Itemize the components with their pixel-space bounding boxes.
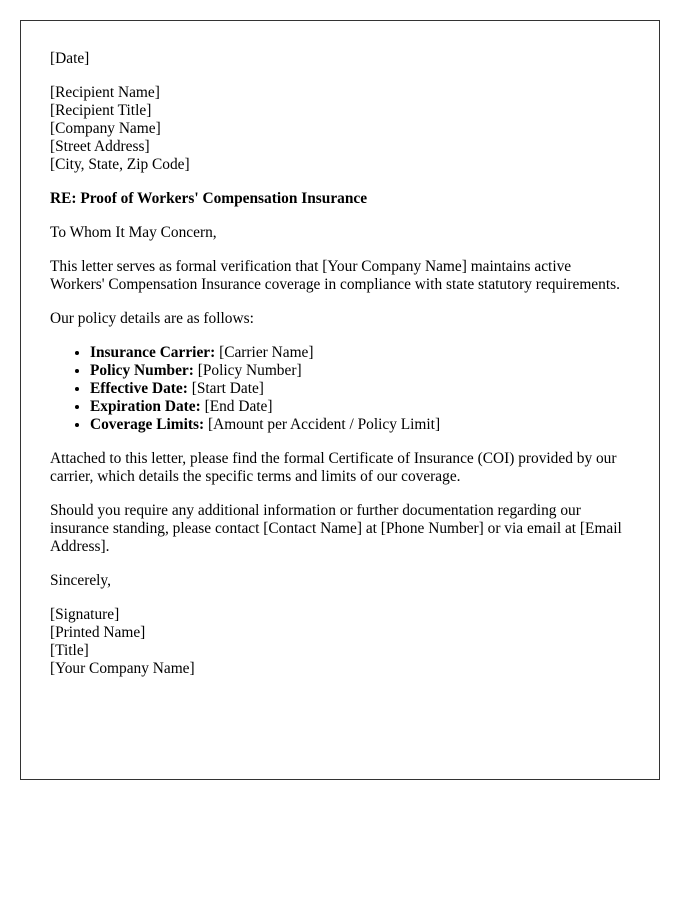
list-item — [90, 398, 625, 416]
attachment-paragraph: Attached to this letter, please find the formal Certificate of Insurance (COI) provided by our carrier, which details the specific terms and limits of our coverage. — [50, 450, 617, 485]
detail-label: Effective Date: — [90, 380, 188, 397]
recipient-block — [50, 84, 625, 174]
signature-block — [50, 606, 625, 678]
letter-page — [20, 20, 660, 780]
policy-details-list — [50, 344, 625, 434]
contact-paragraph: Should you require any additional information or further documentation regarding our insurance standing, please contact [Contact Name] at [Phone Number] or via email at [Email Address]. — [50, 502, 622, 555]
detail-value: [End Date] — [200, 398, 273, 415]
detail-label: Coverage Limits: — [90, 416, 205, 433]
recipient-name: [Recipient Name] — [50, 84, 160, 101]
letter-date: [Date] — [50, 50, 90, 67]
detail-value: [Amount per Accident / Policy Limit] — [204, 416, 441, 433]
signer-company: [Your Company Name] — [50, 660, 195, 677]
list-item — [90, 344, 625, 362]
signature-line: [Signature] — [50, 606, 120, 623]
detail-value: [Policy Number] — [193, 362, 302, 379]
subject-line: RE: Proof of Workers' Compensation Insurance — [50, 190, 368, 207]
recipient-street: [Street Address] — [50, 138, 150, 155]
detail-value: [Carrier Name] — [215, 344, 314, 361]
detail-label: Insurance Carrier: — [90, 344, 216, 361]
signer-title: [Title] — [50, 642, 89, 659]
letter-body — [50, 50, 625, 694]
list-item — [90, 416, 625, 434]
recipient-company: [Company Name] — [50, 120, 161, 137]
detail-value: [Start Date] — [187, 380, 264, 397]
list-item — [90, 362, 625, 380]
list-item — [90, 380, 625, 398]
recipient-title: [Recipient Title] — [50, 102, 152, 119]
detail-label: Expiration Date: — [90, 398, 201, 415]
closing: Sincerely, — [50, 572, 111, 589]
details-intro: Our policy details are as follows: — [50, 310, 254, 327]
printed-name: [Printed Name] — [50, 624, 146, 641]
salutation: To Whom It May Concern, — [50, 224, 217, 241]
intro-paragraph: This letter serves as formal verification that [Your Company Name] maintains active Workers' Compensation Insurance coverage in compliance with state statutory requirements. — [50, 258, 620, 293]
detail-label: Policy Number: — [90, 362, 194, 379]
recipient-city-state-zip: [City, State, Zip Code] — [50, 156, 190, 173]
